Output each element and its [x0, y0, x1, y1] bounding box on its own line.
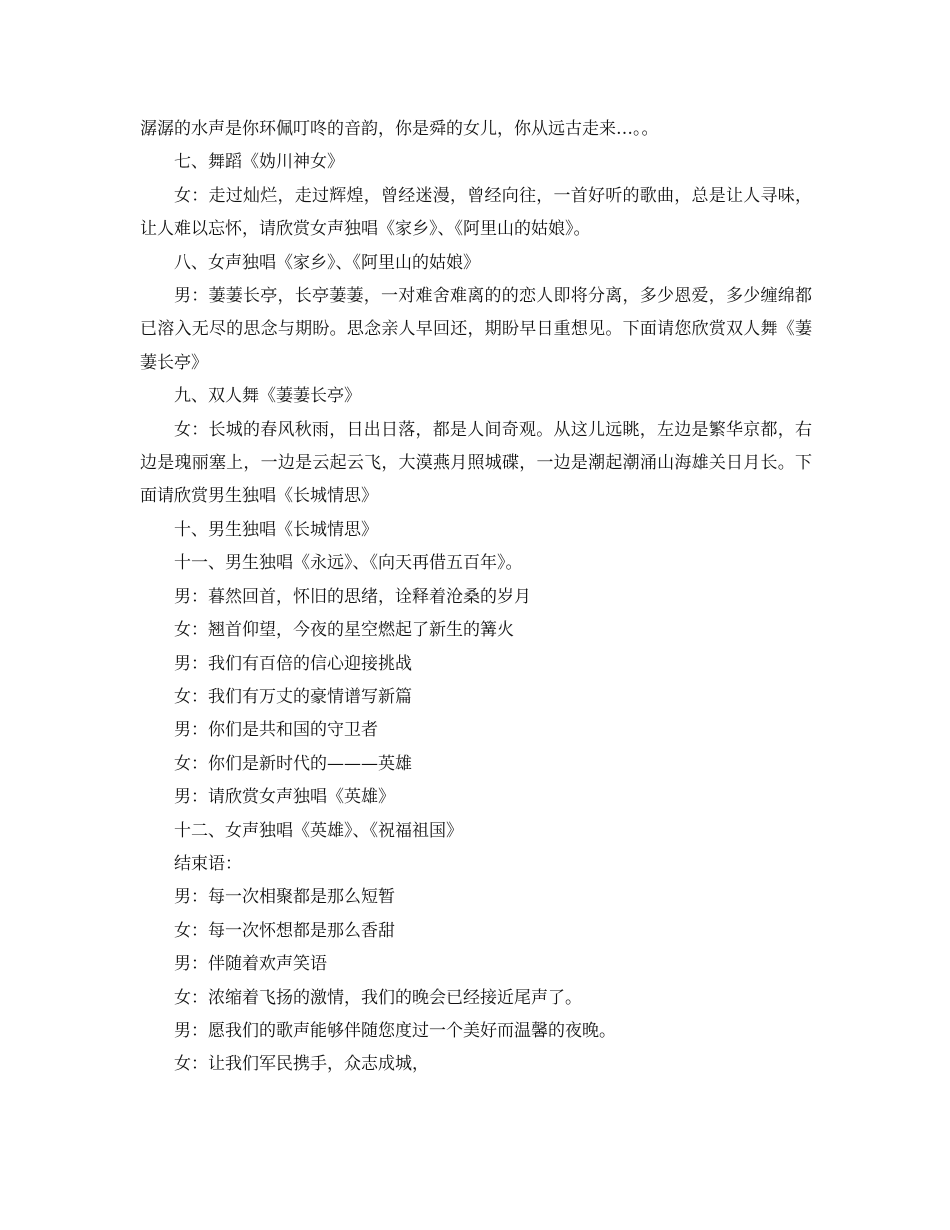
section-heading-8: 八、女声独唱《家乡》、《阿里山的姑娘》 — [174, 252, 480, 273]
document-body — [140, 113, 812, 1082]
section-heading-12: 十二、女声独唱《英雄》、《祝福祖国》 — [174, 820, 463, 841]
dialogue-line: 男：请欣赏女声独唱《英雄》 — [174, 787, 395, 808]
closing-heading: 结束语： — [174, 853, 242, 874]
dialogue-line: 女：每一次怀想都是那么香甜 — [174, 920, 395, 941]
dialogue-line: 女：翘首仰望，今夜的星空燃起了新生的篝火 — [174, 620, 514, 641]
section-heading-11: 十一、男生独唱《永远》、《向天再借五百年》。 — [174, 553, 523, 574]
paragraph-1: 潺潺的水声是你环佩叮咚的音韵，你是舜的女儿，你从远古走来…。。 — [140, 119, 659, 139]
dialogue-line: 女：你们是新时代的———英雄 — [174, 753, 412, 774]
dialogue-line: 男：我们有百倍的信心迎接挑战 — [174, 653, 412, 674]
paragraph-female-intro-1: 女：走过灿烂，走过辉煌，曾经迷漫，曾经向往，一首好听的歌曲，总是让人寻味，让人难以忘怀，请欣赏女声独唱《家乡》、《阿里山的姑娘》。 — [140, 185, 812, 240]
dialogue-line: 女：我们有万丈的豪情谱写新篇 — [174, 686, 412, 707]
dialogue-line: 男：伴随着欢声笑语 — [174, 954, 327, 975]
dialogue-line: 女：让我们军民携手，众志成城， — [174, 1054, 429, 1075]
section-heading-7: 七、舞蹈《妫川神女》 — [174, 152, 344, 173]
paragraph-male-intro-1: 男：萋萋长亭，长亭萋萋，一对难舍难离的的恋人即将分离，多少恩爱，多少缠绵都已溶入无尽的思念与期盼。思念亲人早回还，期盼早日重想见。下面请您欣赏双人舞《萋萋长亭》 — [140, 286, 812, 373]
dialogue-line: 男：你们是共和国的守卫者 — [174, 720, 378, 741]
section-heading-10: 十、男生独唱《长城情思》 — [174, 519, 378, 540]
dialogue-line: 男：每一次相聚都是那么短暂 — [174, 887, 395, 908]
paragraph-female-intro-2: 女：长城的春风秋雨，日出日落，都是人间奇观。从这儿远眺，左边是繁华京都，右边是瑰丽塞上，一边是云起云飞，大漠燕月照城碟，一边是潮起潮涌山海雄关日月长。下面请欣赏男生独唱《长城情思》 — [140, 419, 812, 507]
section-heading-9: 九、双人舞《萋萋长亭》 — [174, 386, 361, 407]
dialogue-line: 女：浓缩着飞扬的激情，我们的晚会已经接近尾声了。 — [174, 987, 582, 1008]
dialogue-line: 男：愿我们的歌声能够伴随您度过一个美好而温馨的夜晚。 — [174, 1020, 616, 1041]
dialogue-line: 男：暮然回首，怀旧的思绪，诠释着沧桑的岁月 — [174, 586, 531, 607]
